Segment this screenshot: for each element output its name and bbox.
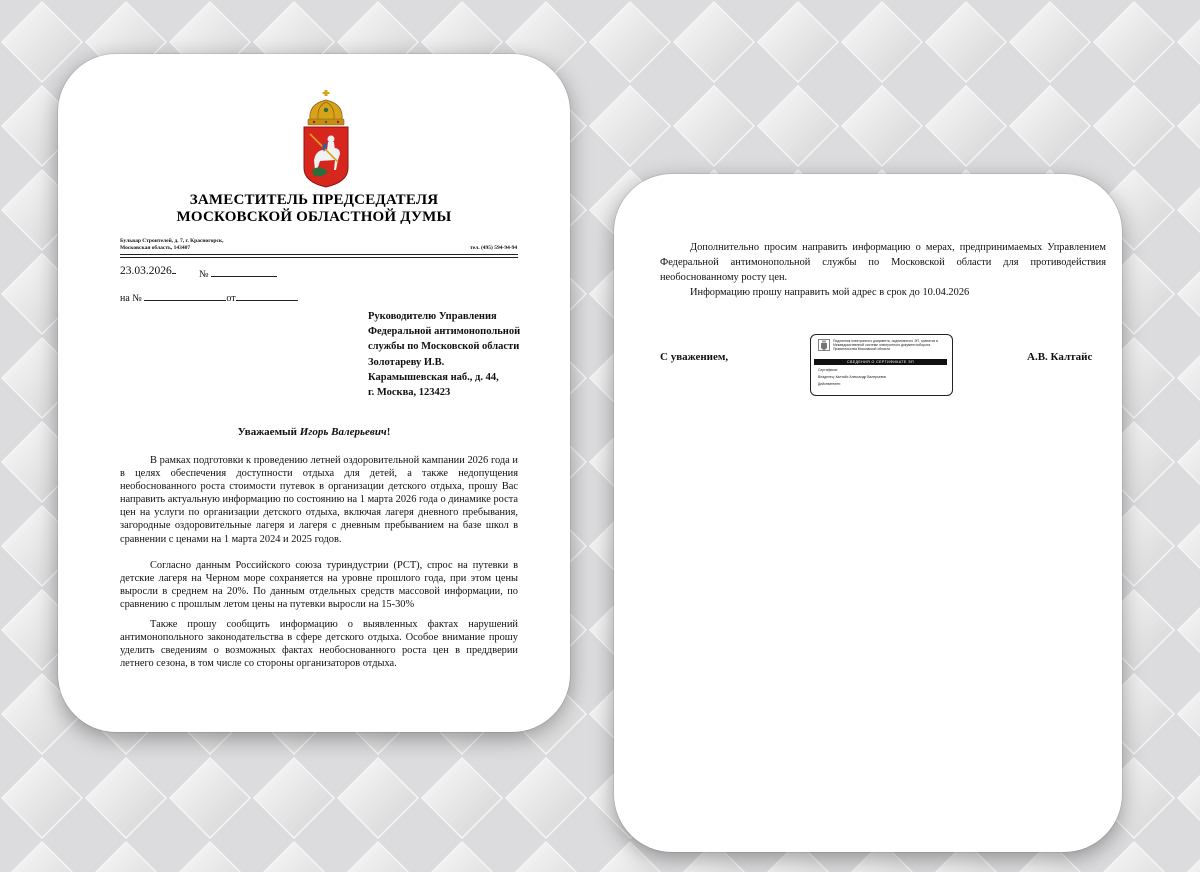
body-paragraph: Также прошу сообщить информацию о выявленных фактах нарушений антимонопольного законодательства в сфере детского отдыха. Особое внимание прошу уделить сведениям о возможных фактах необоснованного роста цен в преддверии летнего сезона, в том числе со стороны организаторов отдыха. xyxy=(120,619,518,670)
recipient-line: г. Москва, 123423 xyxy=(368,387,451,399)
sender-address-line-2: Московская область, 143407 xyxy=(120,245,191,251)
org-title xyxy=(58,192,570,226)
header-rule-thin xyxy=(120,257,518,258)
electronic-signature-stamp xyxy=(810,334,953,396)
signer-name: А.В. Калтайс xyxy=(1027,351,1093,363)
letter-date xyxy=(120,263,176,277)
letter-page-2 xyxy=(614,174,1122,852)
recipient-line: Золотареву И.В. xyxy=(368,356,445,368)
recipient-line: Федеральной антимонопольной xyxy=(368,326,521,338)
sender-phone: тел. (495) 594-94-94 xyxy=(470,245,518,251)
reply-number-blank xyxy=(144,290,226,301)
reply-from-label: от xyxy=(226,293,236,304)
number-label: № xyxy=(199,269,209,280)
stamp-certificate-bar: СВЕДЕНИЯ О СЕРТИФИКАТЕ ЭП xyxy=(814,359,947,365)
greeting xyxy=(58,426,570,438)
reply-label: на № xyxy=(120,293,142,304)
stamp-owner: Владелец: Калтайс Александр Валерьевич xyxy=(818,375,887,379)
greeting-name: Игорь Валерьевич xyxy=(299,426,387,438)
number-blank xyxy=(211,266,277,277)
stamp-header-text: Подлинник электронного документа, подписанного ЭП, хранится в Межведомственной системе электронного документооборота Правительства Московской области xyxy=(833,339,938,351)
letter-number xyxy=(199,266,277,281)
body-paragraph: Дополнительно просим направить информацию о мерах, предпринимаемых Управлением Федеральной антимонопольной службы по Московской области для противодействия необоснованному росту цен. xyxy=(660,242,1106,283)
body-paragraph: Согласно данным Российского союза туриндустрии (РСТ), спрос на путевки в детские лагеря на Черном море сохраняется на уровне прошлого года, при этом цены выросли в среднем на 20%. По данным отдельных средств массовой информации, по сравнению с прошлым летом цены на путевки выросли на 15-30% xyxy=(120,560,518,611)
reply-date-blank xyxy=(236,290,298,301)
coat-of-arms-small-icon xyxy=(818,339,830,351)
recipient-line: службы по Московской области xyxy=(368,341,520,353)
moscow-oblast-coat-of-arms-icon xyxy=(298,90,354,190)
closing: С уважением, xyxy=(660,351,729,363)
recipient-line: Карамышевская наб., д. 44, xyxy=(368,371,499,383)
body-paragraph: Информацию прошу направить мой адрес в срок до 10.04.2026 xyxy=(690,287,970,298)
header-rule xyxy=(120,254,518,255)
letter-page-1 xyxy=(58,54,570,732)
reply-to-line xyxy=(120,290,298,305)
date-value: 23.03.2026 xyxy=(120,265,172,277)
sender-address-line-1: Бульвар Строителей, д. 7, г. Красногорск, xyxy=(120,238,224,244)
page2-body xyxy=(660,240,1106,300)
greeting-suffix: ! xyxy=(386,426,391,438)
sender-address xyxy=(120,238,223,252)
org-title-line-2: МОСКОВСКОЙ ОБЛАСТНОЙ ДУМЫ xyxy=(176,209,452,225)
org-title-line-1: ЗАМЕСТИТЕЛЬ ПРЕДСЕДАТЕЛЯ xyxy=(189,192,439,208)
greeting-prefix: Уважаемый xyxy=(237,426,300,438)
stamp-certificate-label: Сертификат: xyxy=(818,368,839,372)
recipient-block xyxy=(368,309,520,400)
body-paragraph: В рамках подготовки к проведению летней оздоровительной кампании 2026 года и в целях обеспечения доступности отдыха для детей, а также недопущения необоснованного роста стоимости путевок в организации детского отдыха, прошу Вас направить актуальную информацию по состоянию на 1 марта 2026 года о динамике роста цен на услуги по организации детского отдыха, включая лагеря дневного пребывания, загородные оздоровительные лагеря и лагеря с дневным пребыванием на базе школ в сравнении с ценами на 1 марта 2024 и 2025 годов. xyxy=(120,455,518,545)
recipient-line: Руководителю Управления xyxy=(368,311,497,322)
stamp-valid: Действителен: xyxy=(818,382,841,386)
